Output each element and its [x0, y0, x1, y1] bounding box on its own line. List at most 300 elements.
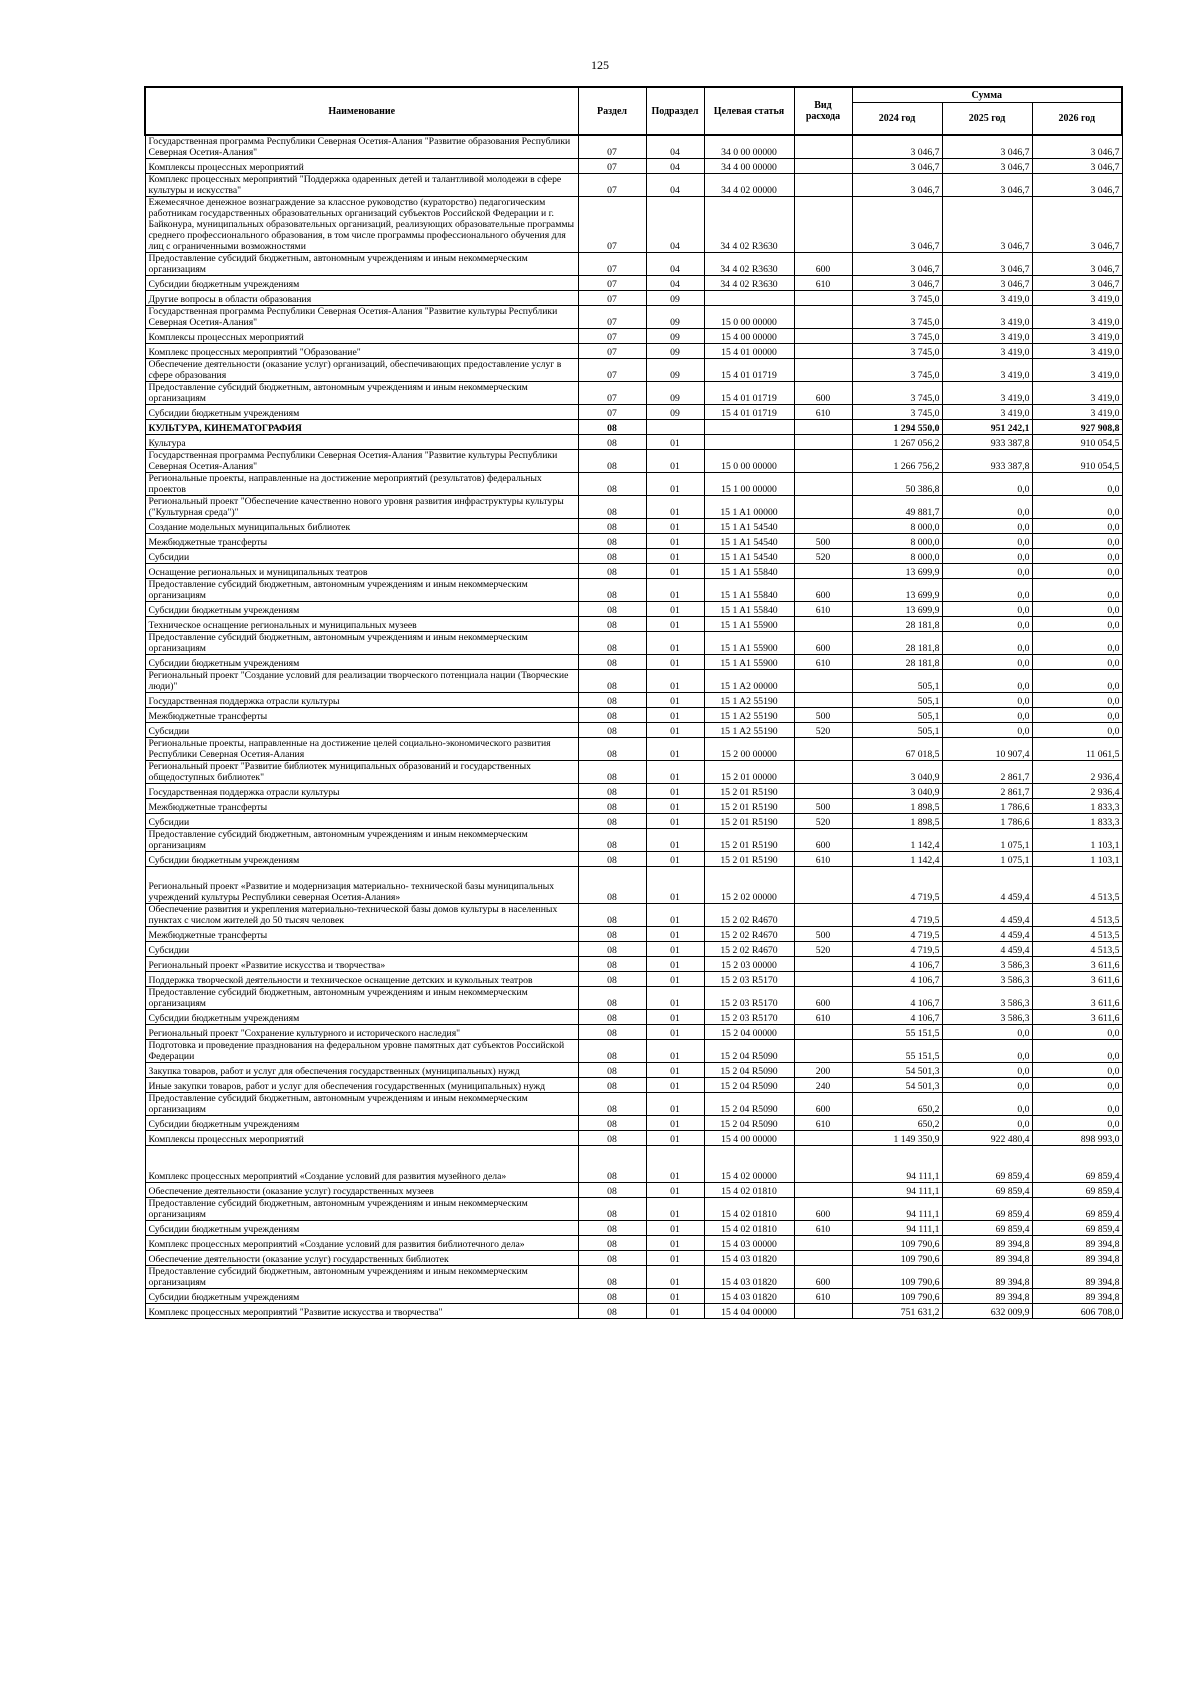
- cell-2025: 0,0: [942, 693, 1032, 708]
- cell-target: 15 0 00 00000: [704, 306, 794, 329]
- cell-subsection: 01: [646, 867, 704, 904]
- cell-2024: 3 745,0: [852, 344, 942, 359]
- cell-2026: 0,0: [1032, 473, 1122, 496]
- cell-name: Предоставление субсидий бюджетным, автономным учреждениям и иным некоммерческим организациям: [145, 1093, 578, 1116]
- table-row: [145, 1040, 1122, 1063]
- cell-section: 08: [578, 1131, 646, 1146]
- cell-target: 15 2 03 R5170: [704, 1010, 794, 1025]
- cell-2025: 0,0: [942, 579, 1032, 602]
- cell-section: 07: [578, 197, 646, 253]
- cell-target: 34 4 02 00000: [704, 174, 794, 197]
- cell-name: Региональные проекты, направленные на достижение мероприятий (результатов) федеральных проектов: [145, 473, 578, 496]
- cell-2024: 3 046,7: [852, 197, 942, 253]
- cell-target: 34 4 00 00000: [704, 159, 794, 174]
- cell-2024: 3 040,9: [852, 784, 942, 799]
- cell-2026: 0,0: [1032, 564, 1122, 579]
- cell-subsection: 01: [646, 1198, 704, 1221]
- cell-target: 15 1 A1 54540: [704, 549, 794, 564]
- cell-target: 15 2 00 00000: [704, 738, 794, 761]
- cell-2026: 606 708,0: [1032, 1304, 1122, 1319]
- cell-target: 15 2 03 R5170: [704, 972, 794, 987]
- cell-2026: 3 046,7: [1032, 135, 1122, 159]
- cell-subsection: 01: [646, 1146, 704, 1183]
- cell-subsection: 01: [646, 784, 704, 799]
- cell-name: Государственная программа Республики Северная Осетия-Алания "Развитие образования Республики Северная Осетия-Алания": [145, 135, 578, 159]
- cell-2025: 0,0: [942, 519, 1032, 534]
- cell-name: Предоставление субсидий бюджетным, автономным учреждениям и иным некоммерческим организациям: [145, 579, 578, 602]
- cell-2026: 1 103,1: [1032, 852, 1122, 867]
- cell-target: 15 2 04 R5090: [704, 1040, 794, 1063]
- cell-section: 07: [578, 359, 646, 382]
- cell-2024: 109 790,6: [852, 1251, 942, 1266]
- cell-section: 07: [578, 135, 646, 159]
- table-row: [145, 670, 1122, 693]
- cell-2025: 951 242,1: [942, 420, 1032, 435]
- cell-expense-type: [794, 1131, 852, 1146]
- table-row: [145, 655, 1122, 670]
- cell-subsection: 01: [646, 519, 704, 534]
- cell-2025: 1 786,6: [942, 814, 1032, 829]
- table-row: [145, 450, 1122, 473]
- cell-subsection: 01: [646, 1093, 704, 1116]
- cell-name: Межбюджетные трансферты: [145, 927, 578, 942]
- cell-name: Государственная поддержка отрасли культуры: [145, 693, 578, 708]
- cell-2025: 3 046,7: [942, 135, 1032, 159]
- table-row: [145, 549, 1122, 564]
- cell-2024: 3 745,0: [852, 329, 942, 344]
- cell-target: 15 4 01 01719: [704, 382, 794, 405]
- cell-subsection: 01: [646, 1025, 704, 1040]
- table-row: [145, 1304, 1122, 1319]
- table-row: [145, 1183, 1122, 1198]
- cell-section: 08: [578, 987, 646, 1010]
- cell-name: Обеспечение деятельности (оказание услуг) организаций, обеспечивающих предоставление услуг в сфере образования: [145, 359, 578, 382]
- cell-2024: 3 046,7: [852, 253, 942, 276]
- cell-2025: 3 046,7: [942, 276, 1032, 291]
- cell-name: Государственная программа Республики Северная Осетия-Алания "Развитие культуры Республики Северная Осетия-Алания": [145, 306, 578, 329]
- cell-2026: 910 054,5: [1032, 450, 1122, 473]
- cell-section: 08: [578, 564, 646, 579]
- cell-target: 15 4 02 00000: [704, 1146, 794, 1183]
- cell-target: 15 4 04 00000: [704, 1304, 794, 1319]
- cell-section: 08: [578, 972, 646, 987]
- cell-2024: 28 181,8: [852, 655, 942, 670]
- cell-2025: 3 046,7: [942, 253, 1032, 276]
- cell-2024: 13 699,9: [852, 564, 942, 579]
- cell-section: 08: [578, 693, 646, 708]
- cell-2026: 4 513,5: [1032, 942, 1122, 957]
- table-row: [145, 344, 1122, 359]
- cell-section: 07: [578, 405, 646, 420]
- cell-2025: 0,0: [942, 496, 1032, 519]
- cell-2025: 89 394,8: [942, 1251, 1032, 1266]
- cell-target: 34 4 02 R3630: [704, 197, 794, 253]
- cell-2026: 0,0: [1032, 723, 1122, 738]
- cell-expense-type: [794, 174, 852, 197]
- cell-expense-type: 610: [794, 602, 852, 617]
- cell-expense-type: [794, 957, 852, 972]
- cell-subsection: 01: [646, 1063, 704, 1078]
- cell-subsection: 04: [646, 135, 704, 159]
- cell-2024: 4 719,5: [852, 942, 942, 957]
- cell-name: Предоставление субсидий бюджетным, автономным учреждениям и иным некоммерческим организациям: [145, 829, 578, 852]
- cell-name: Предоставление субсидий бюджетным, автономным учреждениям и иным некоммерческим организациям: [145, 1198, 578, 1221]
- cell-2026: 69 859,4: [1032, 1221, 1122, 1236]
- cell-expense-type: 600: [794, 1198, 852, 1221]
- cell-subsection: 01: [646, 1116, 704, 1131]
- cell-2024: 505,1: [852, 670, 942, 693]
- table-row: [145, 420, 1122, 435]
- budget-table: [144, 86, 1123, 1319]
- cell-target: [704, 420, 794, 435]
- cell-subsection: 01: [646, 829, 704, 852]
- cell-target: 15 2 04 00000: [704, 1025, 794, 1040]
- cell-2025: 3 419,0: [942, 329, 1032, 344]
- cell-section: 08: [578, 1093, 646, 1116]
- cell-2025: 0,0: [942, 632, 1032, 655]
- cell-expense-type: [794, 435, 852, 450]
- cell-name: Региональный проект "Сохранение культурного и исторического наследия": [145, 1025, 578, 1040]
- cell-2024: 1 898,5: [852, 814, 942, 829]
- cell-2025: 1 075,1: [942, 829, 1032, 852]
- cell-target: 15 1 A1 00000: [704, 496, 794, 519]
- cell-name: Предоставление субсидий бюджетным, автономным учреждениям и иным некоммерческим организациям: [145, 253, 578, 276]
- cell-subsection: [646, 420, 704, 435]
- cell-section: 08: [578, 723, 646, 738]
- table-row: [145, 1078, 1122, 1093]
- cell-name: Субсидии бюджетным учреждениям: [145, 1010, 578, 1025]
- cell-2025: 2 861,7: [942, 784, 1032, 799]
- cell-subsection: 01: [646, 617, 704, 632]
- cell-subsection: 01: [646, 1221, 704, 1236]
- cell-2025: 3 046,7: [942, 159, 1032, 174]
- cell-target: 15 4 03 00000: [704, 1236, 794, 1251]
- column-header-2026: 2026 год: [1032, 103, 1122, 136]
- cell-expense-type: 610: [794, 1289, 852, 1304]
- cell-target: 15 4 02 01810: [704, 1183, 794, 1198]
- cell-expense-type: [794, 904, 852, 927]
- cell-2025: 0,0: [942, 1093, 1032, 1116]
- cell-2024: 3 046,7: [852, 159, 942, 174]
- table-row: [145, 276, 1122, 291]
- cell-2026: 69 859,4: [1032, 1183, 1122, 1198]
- cell-subsection: 04: [646, 253, 704, 276]
- cell-target: 15 2 02 R4670: [704, 927, 794, 942]
- cell-2025: 0,0: [942, 1116, 1032, 1131]
- cell-2025: 0,0: [942, 708, 1032, 723]
- cell-expense-type: [794, 1304, 852, 1319]
- table-body: [145, 135, 1122, 1319]
- cell-name: Государственная поддержка отрасли культуры: [145, 784, 578, 799]
- cell-expense-type: 600: [794, 1093, 852, 1116]
- cell-name: Комплекс процессных мероприятий "Развитие искусства и творчества": [145, 1304, 578, 1319]
- cell-name: Региональный проект «Развитие и модернизация материально- технической базы муниципальных учреждений культуры Республики северная Осетия-Алания»: [145, 867, 578, 904]
- cell-name: Комплексы процессных мероприятий: [145, 329, 578, 344]
- cell-section: 08: [578, 473, 646, 496]
- cell-2024: 751 631,2: [852, 1304, 942, 1319]
- cell-2025: 3 586,3: [942, 1010, 1032, 1025]
- cell-target: 15 1 A1 54540: [704, 519, 794, 534]
- cell-2024: 94 111,1: [852, 1183, 942, 1198]
- cell-name: Субсидии: [145, 723, 578, 738]
- cell-name: Предоставление субсидий бюджетным, автономным учреждениям и иным некоммерческим организациям: [145, 632, 578, 655]
- cell-expense-type: 610: [794, 1221, 852, 1236]
- cell-2026: 0,0: [1032, 655, 1122, 670]
- table-row: [145, 382, 1122, 405]
- cell-subsection: 01: [646, 1304, 704, 1319]
- cell-subsection: 01: [646, 957, 704, 972]
- cell-expense-type: 500: [794, 927, 852, 942]
- cell-name: Региональные проекты, направленные на достижение целей социально-экономического развития Республики Северная Осетия-Алания: [145, 738, 578, 761]
- table-row: [145, 1221, 1122, 1236]
- cell-target: 15 2 01 R5190: [704, 784, 794, 799]
- cell-2024: 3 745,0: [852, 291, 942, 306]
- cell-target: 15 1 A1 55900: [704, 617, 794, 632]
- cell-section: 08: [578, 1198, 646, 1221]
- table-row: [145, 1146, 1122, 1183]
- cell-target: 15 4 01 00000: [704, 344, 794, 359]
- cell-2025: 0,0: [942, 655, 1032, 670]
- cell-2024: 3 040,9: [852, 761, 942, 784]
- table-row: [145, 738, 1122, 761]
- cell-subsection: 01: [646, 473, 704, 496]
- cell-name: Региональный проект "Развитие библиотек муниципальных образований и государственных общедоступных библиотек": [145, 761, 578, 784]
- cell-2025: 3 419,0: [942, 382, 1032, 405]
- cell-expense-type: 600: [794, 382, 852, 405]
- table-row: [145, 927, 1122, 942]
- column-header-section: Раздел: [578, 87, 646, 135]
- cell-2026: 0,0: [1032, 708, 1122, 723]
- cell-subsection: 01: [646, 435, 704, 450]
- table-row: [145, 814, 1122, 829]
- cell-2025: 0,0: [942, 534, 1032, 549]
- cell-expense-type: 600: [794, 253, 852, 276]
- cell-expense-type: [794, 693, 852, 708]
- cell-name: Культура: [145, 435, 578, 450]
- cell-name: Комплексы процессных мероприятий: [145, 159, 578, 174]
- table-row: [145, 1116, 1122, 1131]
- cell-expense-type: [794, 1146, 852, 1183]
- cell-subsection: 01: [646, 927, 704, 942]
- cell-subsection: 01: [646, 708, 704, 723]
- cell-section: 08: [578, 852, 646, 867]
- cell-2024: 1 142,4: [852, 852, 942, 867]
- cell-name: Межбюджетные трансферты: [145, 799, 578, 814]
- cell-subsection: 01: [646, 564, 704, 579]
- table-row: [145, 329, 1122, 344]
- table-row: [145, 723, 1122, 738]
- cell-2024: 4 106,7: [852, 987, 942, 1010]
- table-row: [145, 1063, 1122, 1078]
- table-row: [145, 291, 1122, 306]
- column-header-sum-group: Сумма: [852, 87, 1122, 103]
- cell-target: 15 2 01 R5190: [704, 814, 794, 829]
- cell-subsection: 01: [646, 1251, 704, 1266]
- cell-target: 15 2 04 R5090: [704, 1116, 794, 1131]
- table-row: [145, 708, 1122, 723]
- cell-2024: 505,1: [852, 708, 942, 723]
- cell-target: 15 1 00 00000: [704, 473, 794, 496]
- cell-expense-type: [794, 670, 852, 693]
- cell-expense-type: 600: [794, 1266, 852, 1289]
- cell-2026: 2 936,4: [1032, 784, 1122, 799]
- cell-section: 08: [578, 708, 646, 723]
- cell-subsection: 09: [646, 405, 704, 420]
- cell-section: 08: [578, 904, 646, 927]
- cell-2025: 3 419,0: [942, 344, 1032, 359]
- column-header-target: Целевая статья: [704, 87, 794, 135]
- cell-2025: 4 459,4: [942, 942, 1032, 957]
- cell-subsection: 01: [646, 496, 704, 519]
- cell-target: 34 4 02 R3630: [704, 253, 794, 276]
- cell-name: Субсидии: [145, 814, 578, 829]
- cell-2024: 650,2: [852, 1116, 942, 1131]
- cell-2024: 4 719,5: [852, 904, 942, 927]
- cell-2025: 3 419,0: [942, 306, 1032, 329]
- cell-2026: 898 993,0: [1032, 1131, 1122, 1146]
- cell-expense-type: [794, 1183, 852, 1198]
- cell-name: Предоставление субсидий бюджетным, автономным учреждениям и иным некоммерческим организациям: [145, 1266, 578, 1289]
- cell-section: 08: [578, 1025, 646, 1040]
- cell-section: 07: [578, 159, 646, 174]
- table-row: [145, 135, 1122, 159]
- cell-target: 15 4 03 01820: [704, 1251, 794, 1266]
- cell-2026: 3 611,6: [1032, 1010, 1122, 1025]
- cell-name: Субсидии: [145, 549, 578, 564]
- cell-section: 07: [578, 382, 646, 405]
- cell-section: 08: [578, 1010, 646, 1025]
- cell-target: 15 1 A1 55900: [704, 632, 794, 655]
- cell-subsection: 01: [646, 942, 704, 957]
- cell-target: 15 1 A1 55900: [704, 655, 794, 670]
- cell-2025: 1 786,6: [942, 799, 1032, 814]
- cell-target: 15 4 03 01820: [704, 1289, 794, 1304]
- cell-target: 15 2 02 00000: [704, 867, 794, 904]
- cell-name: Обеспечение развития и укрепления материально-технической базы домов культуры в населенных пунктах с числом жителей до 50 тысяч человек: [145, 904, 578, 927]
- cell-expense-type: 610: [794, 655, 852, 670]
- table-row: [145, 359, 1122, 382]
- cell-2025: 4 459,4: [942, 904, 1032, 927]
- cell-expense-type: [794, 1236, 852, 1251]
- cell-expense-type: [794, 329, 852, 344]
- cell-2026: 0,0: [1032, 579, 1122, 602]
- cell-expense-type: 520: [794, 942, 852, 957]
- page-number: 125: [591, 58, 609, 72]
- cell-2026: 0,0: [1032, 519, 1122, 534]
- cell-name: Субсидии бюджетным учреждениям: [145, 276, 578, 291]
- cell-target: 15 1 A2 55190: [704, 708, 794, 723]
- cell-2025: 89 394,8: [942, 1289, 1032, 1304]
- cell-2025: 0,0: [942, 1025, 1032, 1040]
- cell-target: 15 2 01 R5190: [704, 799, 794, 814]
- cell-2026: 4 513,5: [1032, 867, 1122, 904]
- cell-name: Межбюджетные трансферты: [145, 708, 578, 723]
- cell-expense-type: [794, 306, 852, 329]
- cell-target: 15 4 02 01810: [704, 1221, 794, 1236]
- cell-2024: 109 790,6: [852, 1289, 942, 1304]
- cell-name: Иные закупки товаров, работ и услуг для обеспечения государственных (муниципальных) нужд: [145, 1078, 578, 1093]
- cell-2025: 0,0: [942, 549, 1032, 564]
- cell-subsection: 01: [646, 904, 704, 927]
- cell-section: 08: [578, 549, 646, 564]
- cell-section: 08: [578, 1236, 646, 1251]
- table-row: [145, 957, 1122, 972]
- cell-subsection: 01: [646, 738, 704, 761]
- cell-section: 08: [578, 761, 646, 784]
- cell-name: Предоставление субсидий бюджетным, автономным учреждениям и иным некоммерческим организациям: [145, 382, 578, 405]
- cell-name: Субсидии бюджетным учреждениям: [145, 405, 578, 420]
- cell-subsection: 01: [646, 632, 704, 655]
- cell-section: 08: [578, 1040, 646, 1063]
- cell-2024: 4 719,5: [852, 927, 942, 942]
- cell-2024: 3 745,0: [852, 306, 942, 329]
- cell-2026: 927 908,8: [1032, 420, 1122, 435]
- cell-2025: 2 861,7: [942, 761, 1032, 784]
- cell-expense-type: [794, 519, 852, 534]
- cell-expense-type: [794, 450, 852, 473]
- cell-expense-type: [794, 135, 852, 159]
- table-row: [145, 1010, 1122, 1025]
- cell-expense-type: [794, 761, 852, 784]
- table-row: [145, 1251, 1122, 1266]
- cell-section: 08: [578, 670, 646, 693]
- cell-section: 08: [578, 450, 646, 473]
- cell-section: 07: [578, 306, 646, 329]
- cell-2026: 0,0: [1032, 632, 1122, 655]
- cell-expense-type: 610: [794, 852, 852, 867]
- cell-target: 15 4 00 00000: [704, 1131, 794, 1146]
- cell-target: 15 0 00 00000: [704, 450, 794, 473]
- cell-target: 15 4 00 00000: [704, 329, 794, 344]
- table-row: [145, 617, 1122, 632]
- cell-section: 08: [578, 942, 646, 957]
- table-row: [145, 987, 1122, 1010]
- cell-section: 08: [578, 534, 646, 549]
- cell-section: 08: [578, 738, 646, 761]
- cell-2026: 11 061,5: [1032, 738, 1122, 761]
- cell-target: 15 2 01 00000: [704, 761, 794, 784]
- cell-2025: 0,0: [942, 723, 1032, 738]
- cell-subsection: 09: [646, 382, 704, 405]
- cell-subsection: 01: [646, 534, 704, 549]
- cell-subsection: 01: [646, 972, 704, 987]
- table-row: [145, 1198, 1122, 1221]
- cell-2024: 1 267 056,2: [852, 435, 942, 450]
- cell-section: 08: [578, 579, 646, 602]
- cell-2025: 0,0: [942, 1063, 1032, 1078]
- cell-target: 15 1 A1 55840: [704, 602, 794, 617]
- cell-expense-type: [794, 867, 852, 904]
- cell-section: 08: [578, 1266, 646, 1289]
- cell-2026: 3 419,0: [1032, 329, 1122, 344]
- cell-target: 15 4 01 01719: [704, 405, 794, 420]
- cell-2025: 3 419,0: [942, 405, 1032, 420]
- cell-2024: 55 151,5: [852, 1040, 942, 1063]
- cell-name: Субсидии: [145, 942, 578, 957]
- column-header-expense-type: Вид расхода: [794, 87, 852, 135]
- cell-expense-type: [794, 159, 852, 174]
- cell-2024: 54 501,3: [852, 1078, 942, 1093]
- cell-expense-type: [794, 197, 852, 253]
- cell-expense-type: [794, 1040, 852, 1063]
- cell-target: 15 1 A2 55190: [704, 723, 794, 738]
- cell-expense-type: 500: [794, 799, 852, 814]
- cell-expense-type: [794, 738, 852, 761]
- cell-2026: 0,0: [1032, 549, 1122, 564]
- table-row: [145, 1236, 1122, 1251]
- cell-2025: 3 586,3: [942, 957, 1032, 972]
- cell-name: Межбюджетные трансферты: [145, 534, 578, 549]
